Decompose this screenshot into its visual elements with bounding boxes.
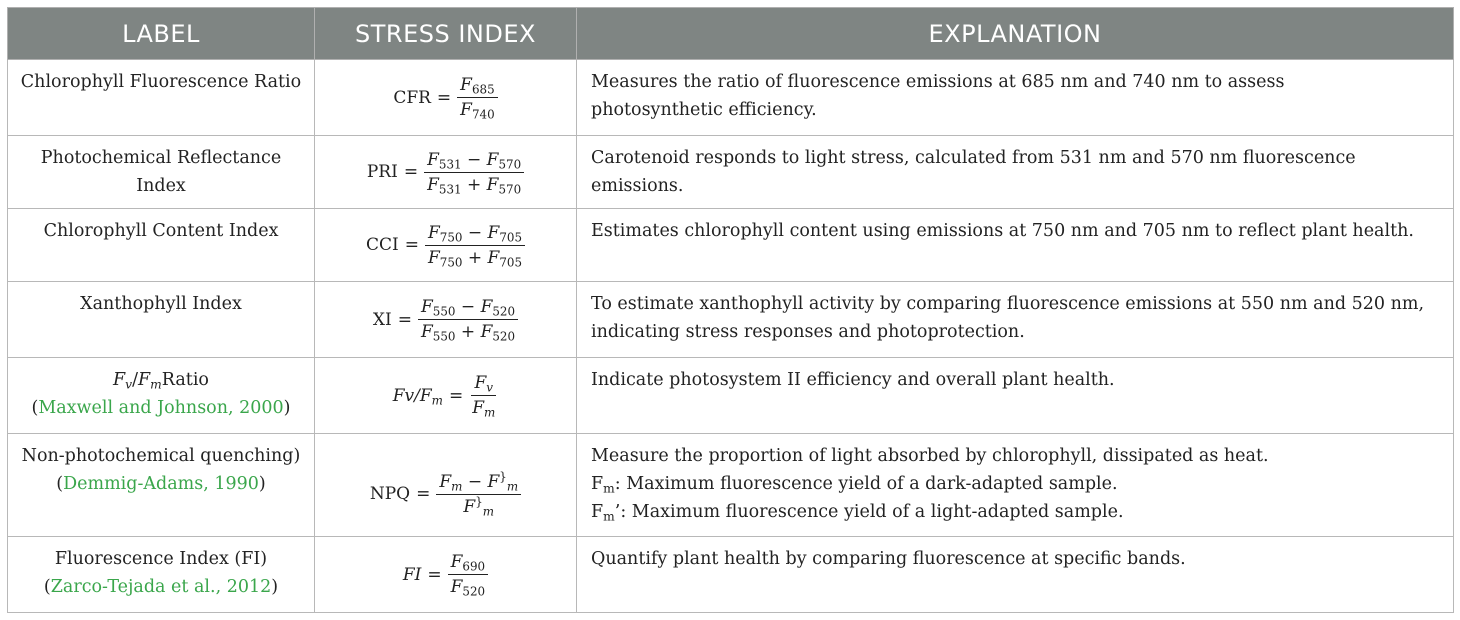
table-row bbox=[8, 136, 1454, 209]
formula-xi: XI = $\frac{F_{550} - F_{520}}{F_{550} + F_{520}}$ bbox=[373, 296, 518, 343]
row-label: Photochemical Reflectance Index bbox=[8, 136, 315, 209]
row-explanation: To estimate xanthophyll activity by comparing fluorescence emissions at 550 nm and 520 nm, indicating stress responses and photoprotection. bbox=[577, 282, 1454, 358]
table-row bbox=[8, 537, 1454, 613]
row-explanation: Estimates chlorophyll content using emissions at 750 nm and 705 nm to reflect plant health. bbox=[577, 209, 1454, 282]
formula-npq: NPQ = $\frac{F_m - F^{\}}_m}{F^{\}}_m}$ bbox=[370, 471, 521, 518]
row-label: Non-photochemical quenching) (Demmig-Adams, 1990) bbox=[8, 434, 315, 537]
stress-index-table bbox=[7, 7, 1454, 613]
header-label: LABEL bbox=[8, 8, 315, 60]
row-label: Chlorophyll Content Index bbox=[8, 209, 315, 282]
row-label: Xanthophyll Index bbox=[8, 282, 315, 358]
formula-fv-fm: $Fv/F_m$ = $\frac{F_v}{F_m}$ bbox=[392, 373, 496, 420]
row-explanation: Measures the ratio of fluorescence emissions at 685 nm and 740 nm to assess photosynthetic efficiency. bbox=[577, 60, 1454, 136]
table-row bbox=[8, 60, 1454, 136]
table-row bbox=[8, 282, 1454, 358]
citation-link[interactable]: Demmig-Adams, 1990 bbox=[63, 474, 259, 494]
table-row bbox=[8, 209, 1454, 282]
row-formula bbox=[315, 209, 577, 282]
row-explanation: Carotenoid responds to light stress, calculated from 531 nm and 570 nm fluorescence emissions. bbox=[577, 136, 1454, 209]
row-label: $F_v/F_mRatio$ (Maxwell and Johnson, 2000) bbox=[8, 358, 315, 434]
table-row bbox=[8, 434, 1454, 537]
row-formula bbox=[315, 282, 577, 358]
row-label: Chlorophyll Fluorescence Ratio bbox=[8, 60, 315, 136]
row-label: Fluorescence Index (FI) (Zarco-Tejada et al., 2012) bbox=[8, 537, 315, 613]
row-explanation: Indicate photosystem II efficiency and overall plant health. bbox=[577, 358, 1454, 434]
row-formula bbox=[315, 358, 577, 434]
citation-link[interactable]: Maxwell and Johnson, 2000 bbox=[38, 398, 284, 418]
citation-link[interactable]: Zarco-Tejada et al., 2012 bbox=[50, 577, 272, 597]
row-formula bbox=[315, 136, 577, 209]
row-explanation: Quantify plant health by comparing fluorescence at specific bands. bbox=[577, 537, 1454, 613]
table-row bbox=[8, 358, 1454, 434]
row-formula bbox=[315, 537, 577, 613]
row-explanation: Measure the proportion of light absorbed by chlorophyll, dissipated as heat. $F_m$: Maximum fluorescence yield of a dark-adapted sample. $F_m$’: Maximum fluorescence yield of a light-adapted sample. bbox=[577, 434, 1454, 537]
row-formula bbox=[315, 60, 577, 136]
label-fv-fm-ratio: $F_v/F_mRatio$ bbox=[113, 370, 209, 392]
formula-cci: CCI = $\frac{F_{750} - F_{705}}{F_{750} + F_{705}}$ bbox=[366, 222, 525, 269]
formula-cfr: CFR = $\frac{F_{685}}{F_{740}}$ bbox=[393, 74, 497, 121]
formula-pri: PRI = $\frac{F_{531} - F_{570}}{F_{531} + F_{570}}$ bbox=[367, 149, 524, 196]
formula-fi: FI = $\frac{F_{690}}{F_{520}}$ bbox=[403, 551, 488, 598]
header-row bbox=[8, 8, 1454, 60]
header-stress-index: STRESS INDEX bbox=[315, 8, 577, 60]
row-formula bbox=[315, 434, 577, 537]
header-explanation: EXPLANATION bbox=[577, 8, 1454, 60]
